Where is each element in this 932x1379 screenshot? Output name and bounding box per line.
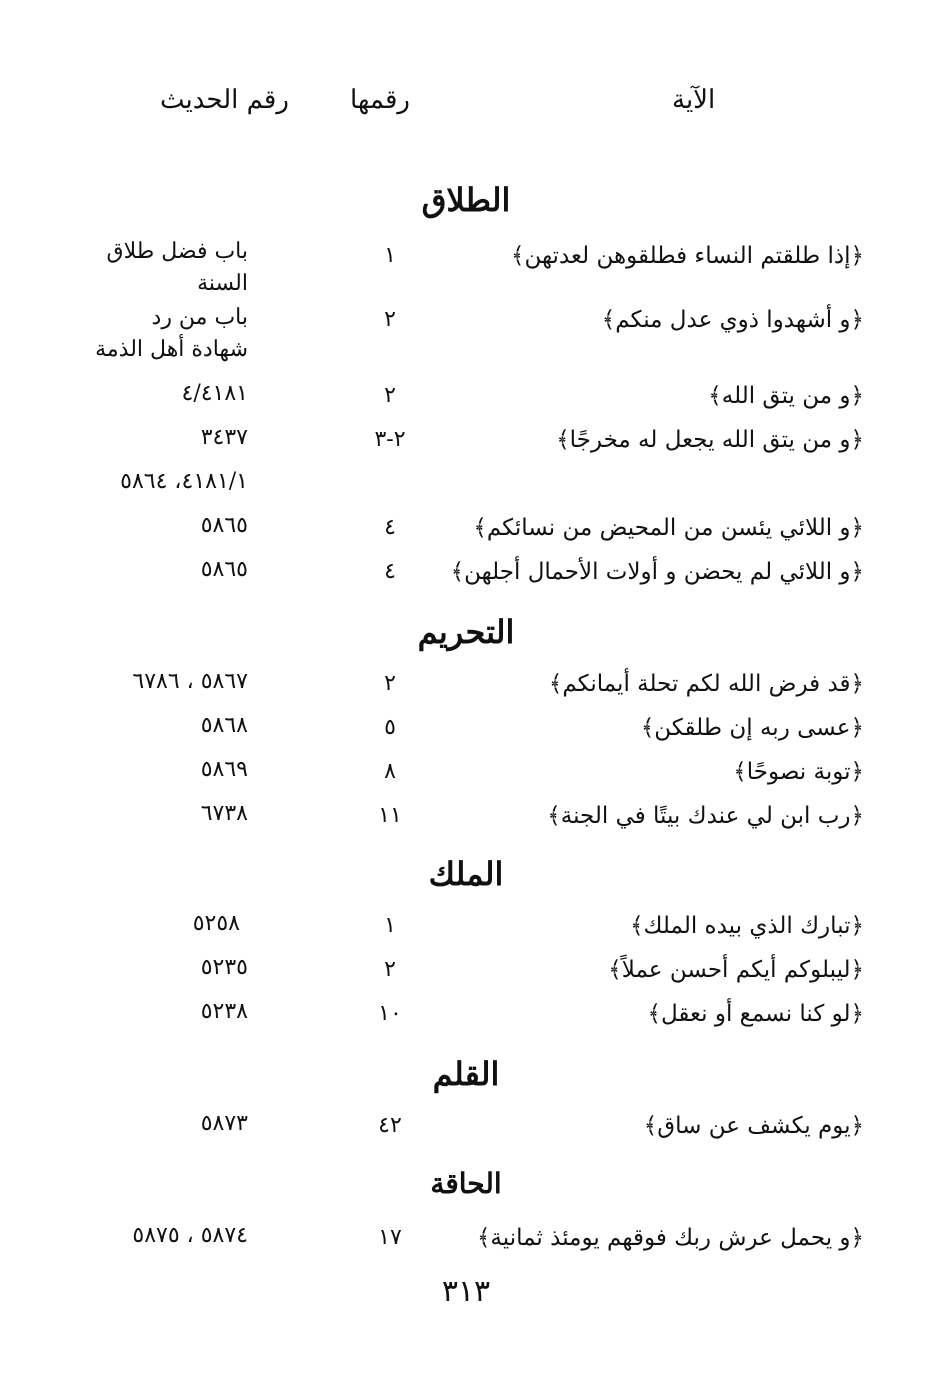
hadith-reference: باب فضل طلاق السنة	[106, 239, 248, 296]
verse-number: ١١	[378, 803, 402, 828]
hadith-reference: ٥٨٧٣	[200, 1111, 248, 1136]
hadith-reference: ٥٨٦٩	[200, 757, 248, 782]
verse-number: ٤	[384, 559, 396, 584]
column-header-hadith-number: رقم الحديث	[160, 85, 289, 115]
hadith-reference: ٥٨٦٥	[200, 557, 248, 582]
hadith-reference: ٣٤٣٧	[200, 425, 248, 450]
hadith-reference: باب من رد شهادة أهل الذمة	[95, 305, 248, 362]
hadith-reference: ٥٢٥٨	[192, 911, 240, 936]
hadith-reference: ٥٨٦٧ ، ٦٧٨٦	[132, 669, 248, 694]
surah-heading: الملك	[428, 855, 504, 893]
surah-heading: التحريم	[417, 613, 515, 651]
verse-number: ١	[384, 243, 396, 268]
verse-number: ٢-٣	[374, 427, 406, 452]
verse-text: ﴿و من يتق الله يجعل له مخرجًا﴾	[556, 427, 864, 453]
verse-text: ﴿و يحمل عرش ربك فوقهم يومئذ ثمانية﴾	[476, 1225, 864, 1251]
page-number: ٣١٣	[441, 1274, 491, 1309]
surah-heading: الحاقة	[430, 1167, 502, 1200]
column-header-verse-number: رقمها	[350, 85, 410, 115]
hadith-reference: ٥٨٦٨	[200, 713, 248, 738]
surah-heading: الطلاق	[421, 181, 511, 219]
verse-text: ﴿لو كنا نسمع أو نعقل﴾	[647, 1001, 864, 1027]
verse-text: ﴿توبة نصوحًا﴾	[733, 759, 864, 785]
verse-number: ٢	[384, 383, 396, 408]
verse-text: ﴿و اللائي يئسن من المحيض من نسائكم﴾	[473, 515, 864, 541]
verse-text: ﴿قد فرض الله لكم تحلة أيمانكم﴾	[548, 671, 864, 697]
verse-number: ١	[384, 913, 396, 938]
column-header-verse: الآية	[672, 85, 716, 115]
verse-text: ﴿عسى ربه إن طلقكن﴾	[640, 715, 864, 741]
verse-number: ٢	[384, 671, 396, 696]
verse-number: ٤	[384, 515, 396, 540]
verse-number: ٢	[384, 957, 396, 982]
verse-text: ﴿إذا طلقتم النساء فطلقوهن لعدتهن﴾	[510, 243, 864, 269]
hadith-reference: ٦٧٣٨	[200, 801, 248, 826]
hadith-reference: ٥٢٣٥	[200, 955, 248, 980]
surah-heading: القلم	[432, 1055, 500, 1093]
verse-number: ٥	[384, 715, 396, 740]
verse-number: ٨	[384, 759, 396, 784]
verse-number: ١٧	[378, 1225, 402, 1250]
verse-text: ﴿ليبلوكم أيكم أحسن عملاً﴾	[608, 957, 864, 983]
hadith-reference: ٥٢٣٨	[200, 999, 248, 1024]
verse-text: ﴿و أشهدوا ذوي عدل منكم﴾	[601, 307, 864, 333]
verse-text: ﴿يوم يكشف عن ساق﴾	[643, 1113, 864, 1139]
hadith-reference: ٤/٤١٨١	[181, 381, 248, 406]
verse-number: ١٠	[378, 1001, 402, 1026]
verse-text: ﴿و اللائي لم يحضن و أولات الأحمال أجلهن﴾	[450, 559, 864, 585]
verse-text: ﴿رب ابن لي عندك بيتًا في الجنة﴾	[547, 803, 864, 829]
verse-number: ٢	[384, 307, 396, 332]
verse-text: ﴿و من يتق الله﴾	[708, 383, 864, 409]
hadith-reference: ٥٨٦٥	[200, 513, 248, 538]
hadith-reference: ٤١٨١/١، ٥٨٦٤	[120, 469, 248, 494]
verse-number: ٤٢	[378, 1113, 402, 1138]
verse-text: ﴿تبارك الذي بيده الملك﴾	[630, 913, 864, 939]
hadith-reference: ٥٨٧٤ ، ٥٨٧٥	[132, 1223, 248, 1248]
